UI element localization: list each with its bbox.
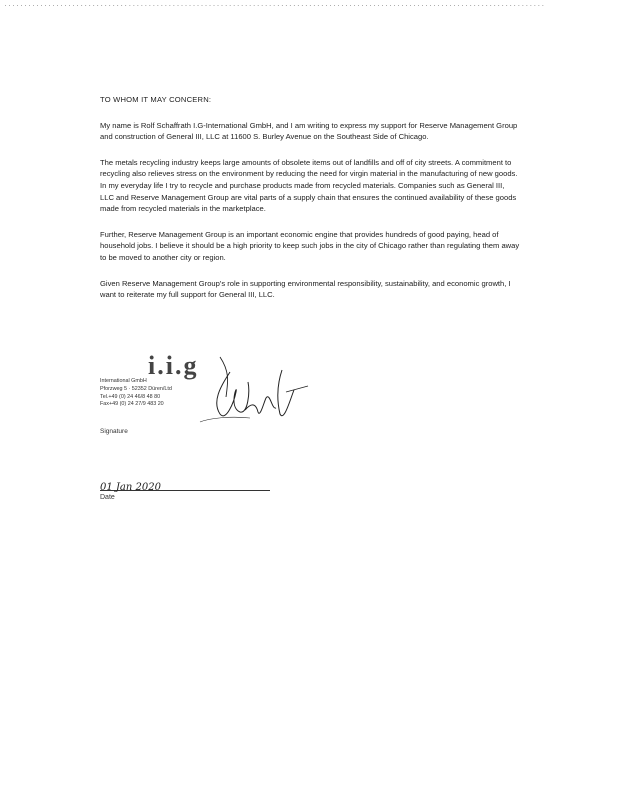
svg-text:i.i.g: i.i.g — [148, 351, 199, 380]
date-label: Date — [100, 494, 115, 501]
stamp-line: International GmbH — [100, 378, 147, 384]
stamp-line: Pforzweg 5 · 52352 Düren/Ltd — [100, 385, 172, 392]
stamp-line: Tel.+49 (0) 24 46/8 48 80 — [100, 393, 161, 400]
handwritten-signature — [190, 352, 330, 432]
paragraph-support-statement: My name is Rolf Schaffrath I.G-International GmbH, and I am writing to express my support for Reserve Management Group and construction of General III, LLC at 11600 S. Burley Avenue on the Southeast Side of Chicago. — [100, 120, 518, 142]
handwritten-date — [100, 476, 230, 494]
signature-label: Signature — [100, 428, 128, 435]
letter-body — [100, 94, 520, 315]
paragraph-reiterate-support: Given Reserve Management Group's role in supporting environmental responsibility, sustainability, and economic growth, I want to reiterate my full support for General III, LLC. — [100, 278, 511, 300]
paragraph-recycling-industry: The metals recycling industry keeps large amounts of obsolete items out of landfills and off of city streets. A commitment to recycling also relieves stress on the environment by reducing the need for virgin material in the manufacturing of new goods. In my everyday life I try to recycle and purchase products made from recycled materials. Companies such as General III, LLC and Reserve Management Group are vital parts of a supply chain that ensures the continued availability of these goods made from recycled materials in the marketplace. — [100, 157, 518, 214]
stamp-line: Fax+49 (0) 24 27/9 483 20 — [100, 401, 164, 408]
date-line — [100, 476, 270, 491]
fax-transmission-header: ....................................................................................................................................... — [4, 2, 546, 8]
paragraph-economic-engine: Further, Reserve Management Group is an important economic engine that provides hundreds of good paying, head of household jobs. I believe it should be a high priority to keep such jobs in the city of Chicago rather than regulating them away to be moved to another city or region. — [100, 229, 520, 262]
salutation: TO WHOM IT MAY CONCERN: — [100, 95, 212, 104]
handwritten-date-text: 01 Jan 2020 — [100, 482, 161, 493]
signature-block — [100, 352, 360, 512]
